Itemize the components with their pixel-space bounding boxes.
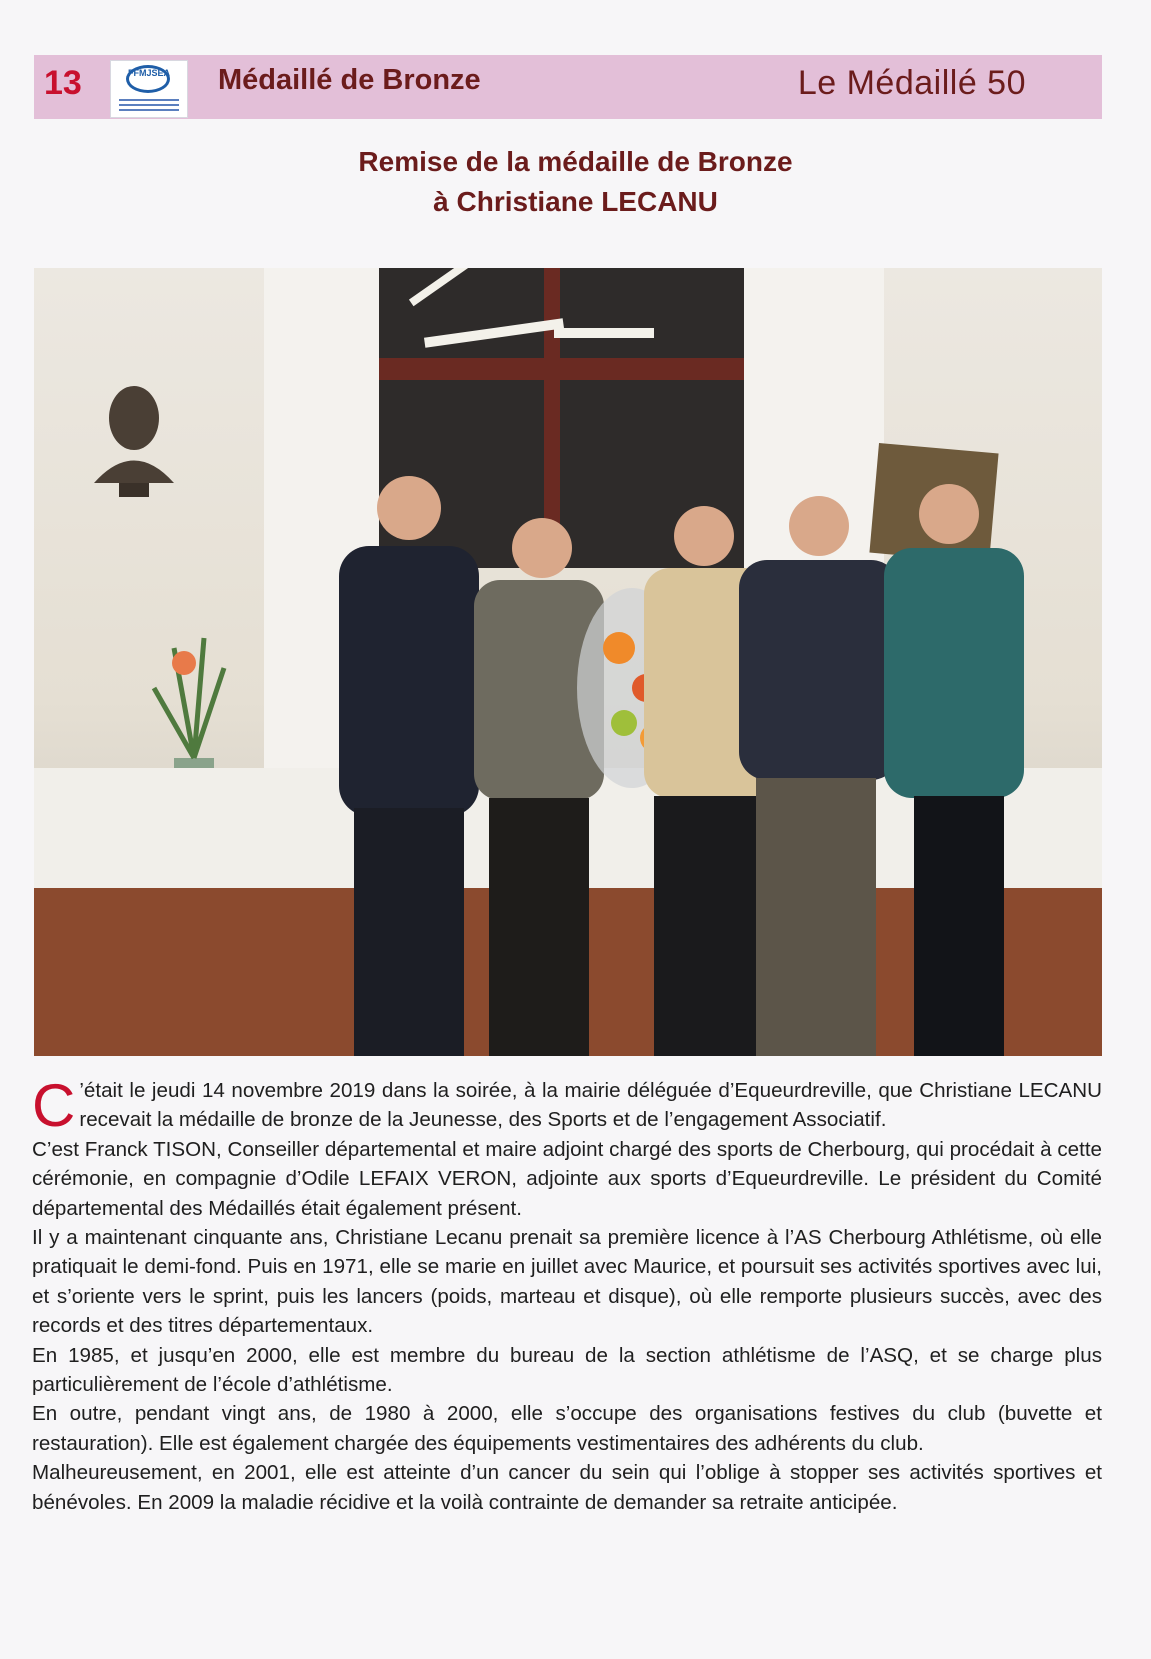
article-paragraph: Il y a maintenant cinquante ans, Christiane Lecanu prenait sa première licence à l’AS Cherbourg Athlétisme, où elle pratiquait le demi-fond. Puis en 1971, elle se marie en juillet avec Maurice, et poursuit ses activités sportives avec lui, et s’oriente vers le sprint, puis les lancers (poids, marteau et disque), où elle remporte plusieurs succès, avec des records et des titres départementaux. [32,1226,1102,1338]
logo-caption-line [119,104,179,106]
article-title-line-2: à Christiane LECANU [433,186,718,217]
page-number: 13 [44,64,82,102]
article-paragraph: En 1985, et jusqu’en 2000, elle est membre du bureau de la section athlétisme de l’ASQ, et se charge plus particulièrement de l’école d’athlétisme. [32,1343,1102,1397]
article-title [0,142,1151,222]
person-1 [339,476,479,1056]
article-paragraph: Malheureusement, en 2001, elle est atteinte d’un cancer du sein qui l’oblige à stopper ses activités sportives et bénévoles. En 2009 la maladie récidive et la voilà contrainte de demander sa retraite anticipée. [32,1461,1102,1514]
person-4 [739,496,899,1056]
ceremony-photo [34,268,1102,1056]
ceremony-photo-illustration [34,268,1102,1056]
article-paragraph: En outre, pendant vingt ans, de 1980 à 2000, elle s’occupe des organisations festives du club (buvette et restauration). Elle est également chargée des équipements vestimentaires des adhérents du club. [32,1402,1102,1455]
paragraph-text: ’était le jeudi 14 novembre 2019 dans la soirée, à la mairie déléguée d’Equeurdreville, que Christiane LECANU recevait la médaille de bronze de la Jeunesse, des Sports et de l’engagement Associatif. [79,1079,1102,1132]
person-2 [474,518,604,1056]
drop-cap: C [32,1072,76,1139]
federation-logo [110,60,188,118]
article-title-line-1: Remise de la médaille de Bronze [358,146,793,177]
publication-name: Le Médaillé 50 [797,64,1026,102]
logo-caption-line [119,109,179,111]
section-title: Médaillé de Bronze [218,64,481,96]
logo-text: FFMJSEA [127,68,170,78]
article-paragraph [32,1072,1102,1139]
article-paragraph: C’est Franck TISON, Conseiller départemental et maire adjoint chargé des sports de Cherbourg, qui procédait à cette cérémonie, en compagnie d’Odile LEFAIX VERON, adjointe aux sports d’Equeurdreville. Le président du Comité départemental des Médaillés était également présent. [32,1137,1102,1220]
logo-caption-line [119,99,179,101]
article-body [32,1072,1102,1517]
